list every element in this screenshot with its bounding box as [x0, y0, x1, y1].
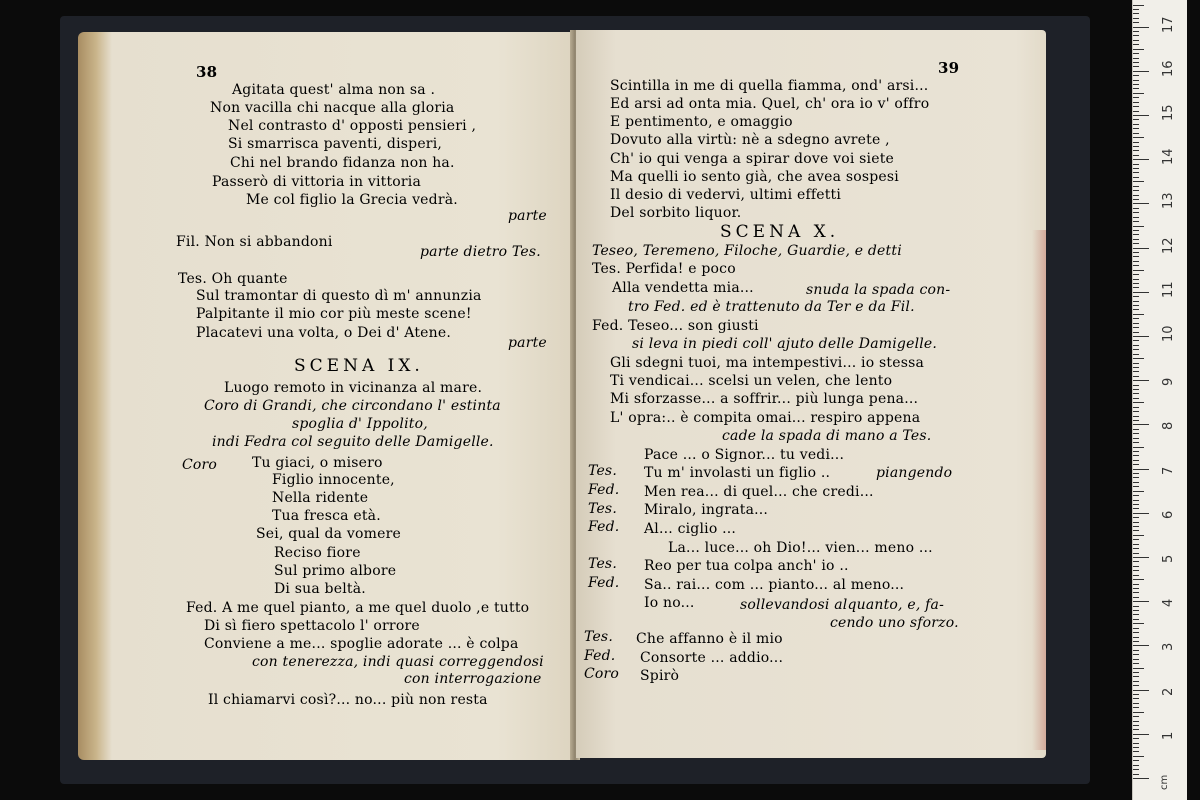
ruler-number: 12 [1161, 237, 1176, 254]
ruler-tick [1133, 115, 1149, 116]
ruler-tick [1133, 747, 1139, 748]
ruler-tick [1133, 774, 1139, 775]
ruler-tick [1133, 385, 1139, 386]
speaker-label: Fed. [588, 519, 620, 535]
ruler-tick [1133, 513, 1149, 514]
text-line: Tu giaci, o misero [252, 455, 383, 471]
ruler-tick [1133, 601, 1149, 602]
ruler-tick [1133, 345, 1139, 346]
ruler-tick [1133, 62, 1139, 63]
stage-direction: cade la spada di mano a Tes. [722, 428, 932, 444]
stage-direction: tro Fed. ed è trattenuto da Ter e da Fil. [628, 299, 915, 315]
text-line: Reciso fiore [274, 545, 361, 561]
ruler-tick [1133, 641, 1139, 642]
ruler-tick [1133, 270, 1144, 271]
text-line: Tes. Oh quante [178, 271, 288, 287]
stage-direction: Teseo, Teremeno, Filoche, Guardie, e detti [592, 243, 902, 259]
ruler-tick [1133, 203, 1149, 204]
stage-direction: spoglia d' Ippolito, [292, 416, 428, 432]
stage-direction: snuda la spada con- [806, 282, 951, 298]
ruler-tick [1133, 743, 1139, 744]
stage-direction: cendo uno sforzo. [830, 615, 959, 631]
ruler-tick [1133, 681, 1139, 682]
stage-direction: si leva in piedi coll' ajuto delle Damigelle. [632, 336, 938, 352]
ruler-tick [1133, 44, 1139, 45]
ruler-tick [1133, 9, 1139, 10]
ruler-tick [1133, 553, 1139, 554]
ruler-tick [1133, 301, 1139, 302]
text-line: Placatevi una volta, o Dei d' Atene. [196, 325, 452, 341]
ruler-tick [1133, 632, 1139, 633]
ruler-tick [1133, 769, 1139, 770]
ruler-tick [1133, 619, 1139, 620]
ruler-tick [1133, 778, 1149, 779]
ruler-number: 15 [1161, 104, 1176, 121]
ruler-tick [1133, 234, 1139, 235]
text-line: Mi sforzasse... a soffrir... più lunga pena... [610, 391, 919, 407]
ruler-tick [1133, 539, 1139, 540]
stage-direction: piangendo [876, 465, 953, 481]
ruler-tick [1133, 97, 1139, 98]
ruler-tick [1133, 579, 1144, 580]
ruler-tick [1133, 287, 1139, 288]
speaker-label: Fed. [588, 482, 620, 498]
text-line: Pace ... o Signor... tu vedi... [644, 447, 845, 463]
text-line: Passerò di vittoria in vittoria [212, 174, 422, 190]
ruler-tick [1133, 491, 1144, 492]
text-line: La... luce... oh Dio!... vien... meno ... [668, 540, 933, 556]
ruler-tick [1133, 530, 1139, 531]
ruler-number: 8 [1161, 422, 1176, 431]
ruler-number: 13 [1161, 192, 1176, 210]
text-line: Figlio innocente, [272, 472, 395, 488]
ruler-number: 9 [1161, 377, 1176, 387]
ruler-tick [1133, 751, 1139, 752]
ruler-tick [1133, 49, 1144, 50]
ruler-tick [1133, 508, 1139, 509]
stage-direction: indi Fedra col seguito delle Damigelle. [212, 434, 494, 450]
ruler-tick [1133, 712, 1144, 713]
stage-direction: parte [508, 208, 547, 224]
text-line: Fil. Non si abbandoni [176, 234, 333, 250]
ruler-tick [1133, 93, 1144, 94]
ruler-tick [1133, 274, 1139, 275]
speaker-label: Coro [584, 666, 620, 682]
ruler-tick [1133, 438, 1139, 439]
text-line: Luogo remoto in vicinanza al mare. [224, 380, 483, 396]
text-line: Io no... [644, 595, 695, 611]
text-line: Non vacilla chi nacque alla gloria [210, 100, 455, 116]
ruler-tick [1133, 637, 1139, 638]
ruler-tick [1133, 588, 1139, 589]
ruler-tick [1133, 327, 1139, 328]
ruler-tick [1133, 535, 1144, 536]
ruler-tick [1133, 424, 1149, 425]
ruler-tick [1133, 58, 1139, 59]
ruler-tick [1133, 18, 1139, 19]
ruler-tick [1133, 380, 1149, 381]
ruler-number: 3 [1161, 643, 1176, 652]
text-line: Me col figlio la Grecia vedrà. [246, 192, 458, 208]
ruler-tick [1133, 22, 1139, 23]
ruler-tick [1133, 623, 1144, 624]
ruler-tick [1133, 610, 1139, 611]
ruler-tick [1133, 500, 1139, 501]
ruler-tick [1133, 248, 1149, 249]
ruler-tick [1133, 146, 1139, 147]
ruler-tick [1133, 402, 1144, 403]
ruler-tick [1133, 186, 1139, 187]
ruler-tick [1133, 690, 1149, 691]
ruler-tick [1133, 469, 1149, 470]
ruler-number: 4 [1161, 598, 1176, 608]
ruler-tick [1133, 239, 1139, 240]
text-line: Gli sdegni tuoi, ma intempestivi... io stessa [610, 355, 925, 371]
ruler-tick [1133, 199, 1139, 200]
ruler-tick [1133, 309, 1139, 310]
ruler-tick [1133, 226, 1144, 227]
text-line: Ti vendicai... scelsi un velen, che lento [610, 373, 893, 389]
ruler-tick [1133, 363, 1139, 364]
ruler-tick [1133, 420, 1139, 421]
speaker-label: Fed. [584, 648, 616, 664]
ruler-tick [1133, 296, 1139, 297]
ruler-tick [1133, 164, 1139, 165]
speaker-label: Tes. [588, 556, 617, 572]
text-line: Chi nel brando fidanza non ha. [230, 155, 455, 171]
ruler-tick [1133, 292, 1149, 293]
text-line: Sei, qual da vomere [256, 526, 401, 542]
ruler-tick [1133, 517, 1139, 518]
ruler-tick [1133, 336, 1149, 337]
ruler-tick [1133, 504, 1139, 505]
text-line: Nel contrasto d' opposti pensieri , [228, 118, 477, 134]
ruler-tick [1133, 142, 1139, 143]
ruler-tick [1133, 106, 1139, 107]
text-line: Tu m' involasti un figlio .. [644, 465, 831, 481]
text-line: Si smarrisca paventi, disperi, [228, 136, 443, 152]
ruler-tick [1133, 411, 1139, 412]
ruler-tick [1133, 84, 1139, 85]
ruler-number: 11 [1161, 281, 1176, 298]
stage-direction: parte [508, 335, 547, 351]
scene-heading: SCENA X. [720, 222, 840, 242]
ruler-tick [1133, 659, 1139, 660]
speaker-label: Coro [182, 457, 218, 473]
ruler-tick [1133, 698, 1139, 699]
ruler-tick [1133, 544, 1139, 545]
text-line: Scintilla in me di quella fiamma, ond' arsi... [610, 78, 929, 94]
ruler-tick [1133, 31, 1139, 32]
ruler-number: 1 [1161, 731, 1176, 740]
text-line: Sul tramontar di questo dì m' annunzia [196, 288, 482, 304]
speaker-label: Tes. [588, 463, 617, 479]
ruler-tick [1133, 40, 1139, 41]
text-line: Sul primo albore [274, 563, 397, 579]
ruler-tick [1133, 460, 1139, 461]
ruler-tick [1133, 221, 1139, 222]
ruler-tick [1133, 477, 1139, 478]
ruler-tick [1133, 628, 1139, 629]
ruler-tick [1133, 473, 1139, 474]
ruler-tick [1133, 526, 1139, 527]
speaker-label: Tes. [588, 501, 617, 517]
ruler-tick [1133, 584, 1139, 585]
text-line: Il desio di vedervi, ultimi effetti [610, 187, 842, 203]
ruler-tick [1133, 455, 1139, 456]
ruler-tick [1133, 119, 1139, 120]
ruler-tick [1133, 407, 1139, 408]
text-line: Fed. Teseo... son giusti [592, 318, 759, 334]
stage-direction: con interrogazione [404, 671, 542, 687]
ruler-tick [1133, 447, 1144, 448]
text-line: Consorte ... addio... [640, 650, 784, 666]
ruler-tick [1133, 371, 1139, 372]
ruler-tick [1133, 668, 1144, 669]
page-number-right: 39 [938, 59, 960, 77]
ruler-tick [1133, 433, 1139, 434]
ruler-tick [1133, 429, 1139, 430]
text-line: Conviene a me... spoglie adorate ... è colpa [204, 636, 519, 652]
ruler-tick [1133, 721, 1139, 722]
ruler-number: 14 [1161, 148, 1176, 166]
text-line: Ed arsi ad onta mia. Quel, ch' ora io v' offro [610, 96, 930, 112]
text-line: Del sorbito liquor. [610, 205, 742, 221]
ruler-tick [1133, 124, 1139, 125]
ruler-tick [1133, 172, 1139, 173]
ruler-number: 5 [1161, 554, 1176, 563]
ruler-tick [1133, 482, 1139, 483]
ruler-tick [1133, 486, 1139, 487]
ruler-tick [1133, 349, 1139, 350]
ruler-number: 10 [1161, 325, 1176, 342]
ruler-tick [1133, 707, 1139, 708]
ruler-tick [1133, 66, 1139, 67]
ruler-tick [1133, 367, 1139, 368]
ruler-tick [1133, 597, 1139, 598]
text-line: Di sì fiero spettacolo l' orrore [204, 618, 420, 634]
ruler-unit: cm [1159, 774, 1170, 790]
ruler-tick [1133, 650, 1139, 651]
ruler-tick [1133, 181, 1144, 182]
ruler-tick [1133, 557, 1149, 558]
text-line: Dovuto alla virtù: nè a sdegno avrete , [610, 132, 890, 148]
ruler-tick [1133, 442, 1139, 443]
ruler-tick [1133, 756, 1144, 757]
speaker-label: Fed. [588, 575, 620, 591]
ruler-tick [1133, 685, 1139, 686]
ruler-tick [1133, 606, 1139, 607]
ruler-tick [1133, 71, 1149, 72]
ruler-tick [1133, 318, 1139, 319]
stage-direction: Coro di Grandi, che circondano l' estinta [204, 398, 501, 414]
measuring-ruler [1132, 0, 1187, 800]
ruler-tick [1133, 592, 1139, 593]
ruler-tick [1133, 694, 1139, 695]
ruler-tick [1133, 703, 1139, 704]
ruler-tick [1133, 614, 1139, 615]
ruler-tick [1133, 159, 1149, 160]
text-line: Miralo, ingrata... [644, 502, 769, 518]
ruler-tick [1133, 522, 1139, 523]
ruler-tick [1133, 230, 1139, 231]
speaker-label: Tes. [584, 629, 613, 645]
ruler-tick [1133, 738, 1139, 739]
ruler-tick [1133, 654, 1139, 655]
ruler-tick [1133, 261, 1139, 262]
page-edge-stain [1032, 230, 1046, 750]
ruler-tick [1133, 208, 1139, 209]
ruler-tick [1133, 190, 1139, 191]
ruler-tick [1133, 279, 1139, 280]
ruler-tick [1133, 398, 1139, 399]
ruler-tick [1133, 217, 1139, 218]
ruler-tick [1133, 451, 1139, 452]
ruler-tick [1133, 13, 1139, 14]
ruler-tick [1133, 177, 1139, 178]
ruler-tick [1133, 53, 1139, 54]
ruler-tick [1133, 495, 1139, 496]
text-line: Ch' io qui venga a spirar dove voi siete [610, 151, 895, 167]
ruler-number: 16 [1161, 60, 1176, 77]
text-line: Sa.. rai... com ... pianto... al meno... [644, 577, 905, 593]
ruler-tick [1133, 283, 1139, 284]
stage-direction: con tenerezza, indi quasi correggendosi [252, 654, 544, 670]
ruler-tick [1133, 716, 1139, 717]
ruler-tick [1133, 168, 1139, 169]
ruler-tick [1133, 323, 1139, 324]
text-line: Fed. A me quel pianto, a me quel duolo ,e tutto [186, 600, 530, 616]
scene-heading: SCENA IX. [294, 356, 424, 376]
ruler-tick [1133, 35, 1139, 36]
ruler-tick [1133, 393, 1139, 394]
ruler-tick [1133, 672, 1139, 673]
ruler-tick [1133, 561, 1139, 562]
ruler-tick [1133, 566, 1139, 567]
ruler-tick [1133, 464, 1139, 465]
ruler-tick [1133, 760, 1139, 761]
ruler-tick [1133, 102, 1139, 103]
ruler-tick [1133, 128, 1139, 129]
ruler-tick [1133, 376, 1139, 377]
ruler-tick [1133, 729, 1139, 730]
ruler-tick [1133, 332, 1139, 333]
text-line: Al... ciglio ... [644, 521, 737, 537]
ruler-tick [1133, 734, 1149, 735]
text-line: Alla vendetta mia... [612, 280, 754, 296]
ruler-tick [1133, 663, 1139, 664]
text-line: Di sua beltà. [274, 581, 366, 597]
ruler-tick [1133, 252, 1139, 253]
text-line: Spirò [640, 668, 680, 684]
ruler-tick [1133, 548, 1139, 549]
stage-direction: parte dietro Tes. [420, 244, 541, 260]
ruler-tick [1133, 389, 1139, 390]
ruler-tick [1133, 195, 1139, 196]
ruler-tick [1133, 765, 1139, 766]
ruler-tick [1133, 305, 1139, 306]
ruler-tick [1133, 416, 1139, 417]
ruler-tick [1133, 575, 1139, 576]
ruler-tick [1133, 150, 1139, 151]
ruler-tick [1133, 314, 1144, 315]
text-line: Nella ridente [272, 490, 369, 506]
ruler-tick [1133, 80, 1139, 81]
ruler-tick [1133, 358, 1144, 359]
ruler-number: 2 [1161, 687, 1176, 696]
stage-direction: sollevandosi alquanto, e, fa- [740, 597, 944, 613]
ruler-tick [1133, 340, 1139, 341]
text-line: Agitata quest' alma non sa . [232, 82, 436, 98]
text-line: Reo per tua colpa anch' io .. [644, 558, 849, 574]
ruler-tick [1133, 725, 1139, 726]
ruler-tick [1133, 570, 1139, 571]
ruler-tick [1133, 265, 1139, 266]
text-line: Il chiamarvi così?... no... più non resta [208, 692, 488, 708]
ruler-number: 6 [1161, 510, 1176, 519]
text-line: Palpitante il mio cor più meste scene! [196, 306, 472, 322]
ruler-tick [1133, 111, 1139, 112]
text-line: Men rea... di quel... che credi... [644, 484, 874, 500]
text-line: E pentimento, e omaggio [610, 114, 793, 130]
ruler-tick [1133, 155, 1139, 156]
ruler-tick [1133, 256, 1139, 257]
ruler-tick [1133, 243, 1139, 244]
text-line: Tes. Perfida! e poco [592, 261, 736, 277]
ruler-tick [1133, 645, 1149, 646]
text-line: Ma quelli io sento già, che avea sospesi [610, 169, 899, 185]
ruler-tick [1133, 27, 1149, 28]
ruler-number: 7 [1161, 466, 1176, 475]
text-line: L' opra:.. è compita omai... respiro appena [610, 410, 921, 426]
ruler-tick [1133, 676, 1139, 677]
page-number-left: 38 [196, 63, 218, 81]
ruler-tick [1133, 88, 1139, 89]
ruler-tick [1133, 5, 1144, 6]
ruler-tick [1133, 133, 1139, 134]
ruler-tick [1133, 137, 1144, 138]
ruler-number: 17 [1161, 16, 1176, 33]
text-line: Che affanno è il mio [636, 631, 783, 647]
ruler-tick [1133, 354, 1139, 355]
ruler-tick [1133, 75, 1139, 76]
ruler-tick [1133, 212, 1139, 213]
text-line: Tua fresca età. [272, 508, 381, 524]
